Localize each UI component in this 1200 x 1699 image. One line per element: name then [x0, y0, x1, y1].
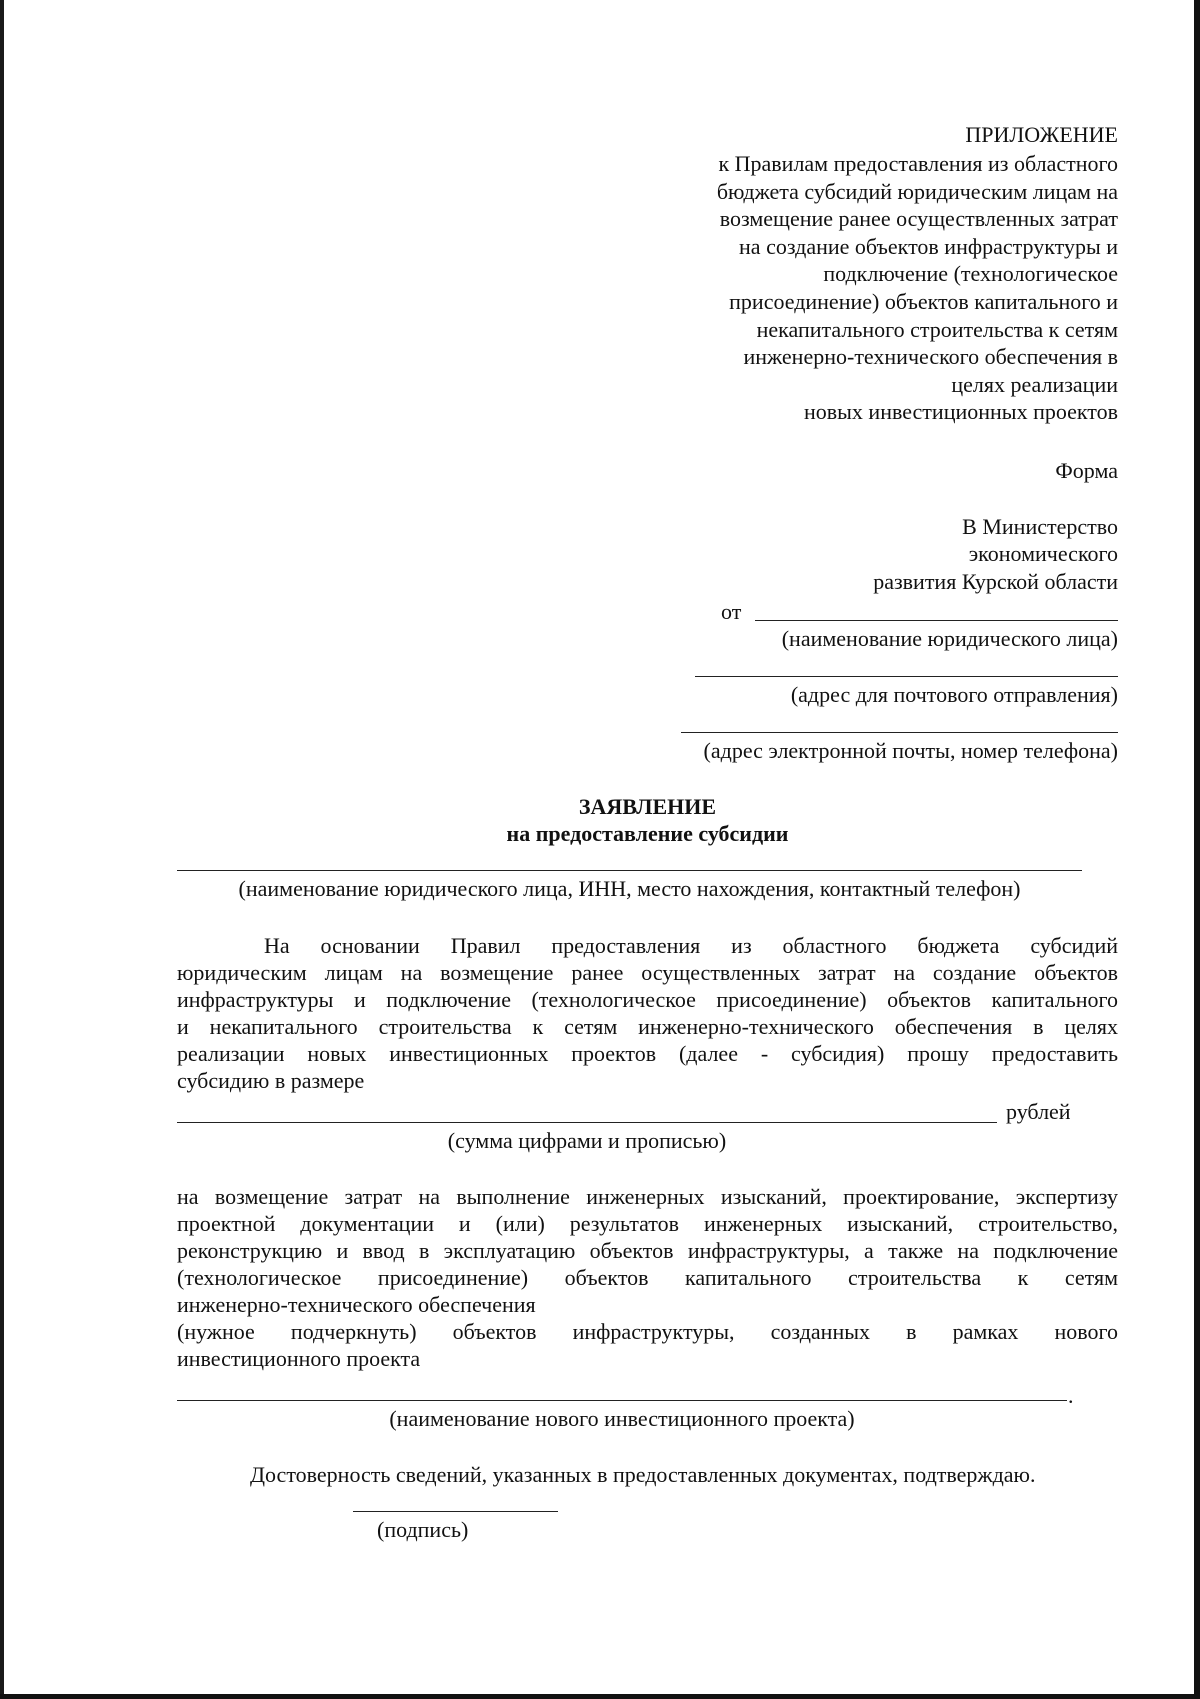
paragraph-line: и некапитального строительства к сетям инженерно-технического обеспечения в целях	[177, 1014, 1118, 1039]
project-name-field[interactable]	[177, 1400, 1067, 1401]
addressee-line-1: В Министерство	[962, 514, 1118, 539]
appendix-line: целях реализации	[951, 371, 1118, 397]
postal-address-caption: (адрес для почтового отправления)	[790, 682, 1118, 707]
paragraph-line: реализации новых инвестиционных проектов (далее - субсидия) прошу предоставить	[177, 1041, 1118, 1066]
paragraph-line: инвестиционного проекта	[177, 1346, 421, 1371]
from-label: от	[721, 599, 742, 624]
form-label: Форма	[1055, 458, 1118, 483]
applicant-details-caption: (наименование юридического лица, ИНН, место нахождения, контактный телефон)	[238, 876, 1021, 901]
postal-address-field[interactable]	[695, 676, 1118, 677]
paragraph-line: инженерно-технического обеспечения	[177, 1292, 536, 1317]
amount-caption: (сумма цифрами и прописью)	[447, 1128, 727, 1153]
addressee-line-2: экономического	[968, 541, 1118, 566]
document-subtitle: на предоставление субсидии	[506, 821, 789, 846]
addressee-line-3: развития Курской области	[873, 569, 1118, 594]
scan-edge-right	[1194, 0, 1200, 1699]
applicant-name-field[interactable]	[755, 620, 1118, 621]
appendix-line: к Правилам предоставления из областного	[718, 151, 1118, 176]
paragraph-line: на возмещение затрат на выполнение инженерных изысканий, проектирование, экспертизу	[177, 1184, 1118, 1209]
paragraph-line: инфраструктуры и подключение (технологическое присоединение) объектов капитального	[177, 987, 1118, 1012]
project-name-caption: (наименование нового инвестиционного проекта)	[389, 1406, 855, 1431]
paragraph-line: реконструкцию и ввод в эксплуатацию объектов инфраструктуры, а также на подключение	[177, 1238, 1118, 1263]
paragraph-line: (технологическое присоединение) объектов капитального строительства к сетям	[177, 1265, 1118, 1290]
contacts-field[interactable]	[681, 732, 1118, 733]
paragraph-purpose	[177, 1183, 1118, 1372]
appendix-line: возмещение ранее осуществленных затрат	[719, 206, 1118, 232]
appendix-line: новых инвестиционных проектов	[803, 399, 1118, 425]
paragraph-line: На основании Правил предоставления из областного бюджета субсидий	[264, 933, 1118, 958]
document-title: ЗАЯВЛЕНИЕ	[578, 794, 717, 819]
scan-edge-left	[0, 0, 4, 1699]
contacts-caption: (адрес электронной почты, номер телефона)	[703, 738, 1118, 763]
confirmation-text: Достоверность сведений, указанных в предоставленных документах, подтверждаю.	[250, 1462, 1036, 1487]
paragraph-line: субсидию в размере	[177, 1068, 365, 1093]
appendix-line: бюджета субсидий юридическим лицам на	[716, 178, 1118, 204]
project-name-period: .	[1068, 1383, 1074, 1408]
appendix-line: на создание объектов инфраструктуры и	[739, 233, 1118, 259]
paragraph-line: проектной документации и (или) результатов инженерных изысканий, строительство,	[177, 1211, 1118, 1236]
signature-field[interactable]	[353, 1511, 558, 1512]
applicant-details-field[interactable]	[177, 870, 1082, 871]
rubles-label: рублей	[1006, 1099, 1071, 1124]
applicant-name-caption: (наименование юридического лица)	[781, 626, 1118, 651]
paragraph-line: (нужное подчеркнуть) объектов инфраструктуры, созданных в рамках нового	[177, 1319, 1118, 1344]
appendix-line: инженерно-технического обеспечения в	[743, 344, 1118, 370]
appendix-line: присоединение) объектов капитального и	[729, 289, 1118, 314]
subsidy-amount-field[interactable]	[177, 1122, 997, 1123]
paragraph-line: юридическим лицам на возмещение ранее осуществленных затрат на создание объектов	[177, 960, 1118, 985]
appendix-title: ПРИЛОЖЕНИЕ	[965, 122, 1118, 147]
paragraph-request	[177, 932, 1118, 1094]
scan-edge-bottom	[0, 1694, 1200, 1699]
appendix-line: некапитального строительства к сетям	[756, 316, 1118, 342]
appendix-line: подключение (технологическое	[823, 261, 1118, 287]
signature-caption: (подпись)	[377, 1517, 469, 1542]
